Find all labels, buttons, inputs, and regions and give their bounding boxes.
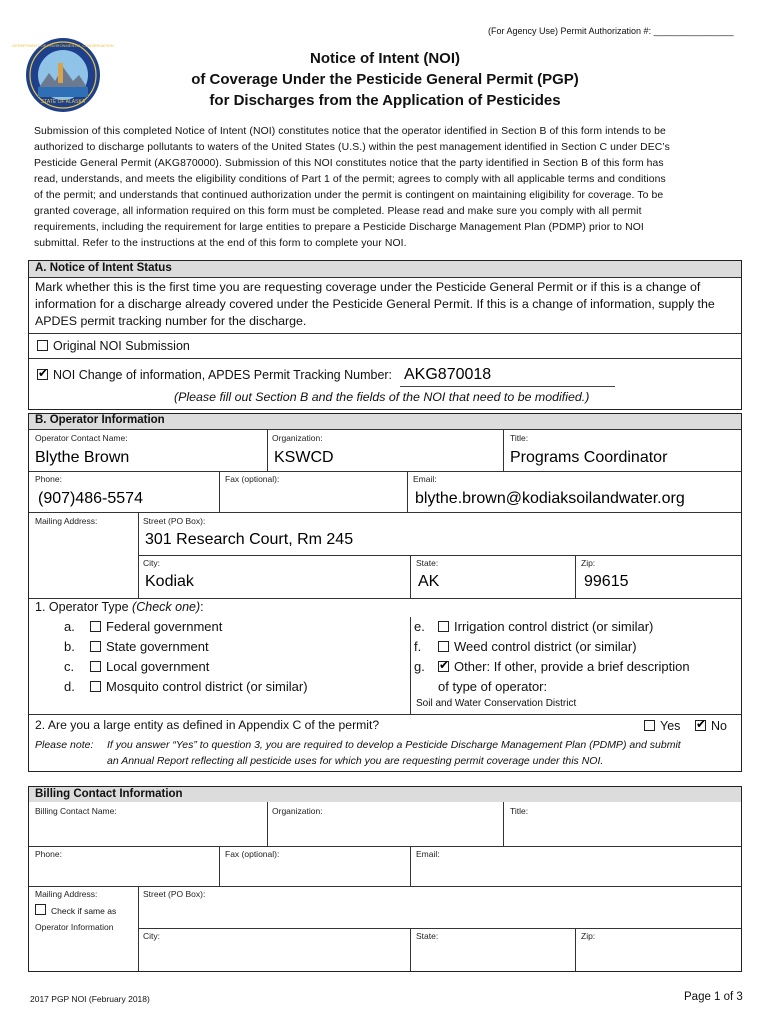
billing-box [28,786,742,972]
section-b-heading: B. Operator Information [35,414,165,426]
intro-paragraph: Submission of this completed Notice of Intent (NOI) constitutes notice that the operator identified in Section B of this form intends to be authorized to discharge pollutants to waters of the United States (U.S.) within the pest management identified in Section C under DEC’s Pesticide General Permit (AKG870000). Submission of this NOI constitutes notice that the party identified in Section B of this form has read, understands, and meets the eligibility conditions of Part 1 of the permit; agrees to comply with all applicable terms and conditions of the permit; and understands that continued authorization under the permit is contingent on maintaining eligibility for coverage. To be granted coverage, all information required on this form must be completed. Please read and make sure you comply with all permit requirements, including the requirement for large entities to prepare a Pesticide Discharge Management Plan (PDMP) prior to NOI submittal. Refer to the instructions at the end of this form to complete your NOI. [34,126,670,249]
billing-heading: Billing Contact Information [35,788,183,800]
operator-type-other[interactable]: g.✔ Other: If other, provide a brief description [414,659,690,674]
operator-type-mosquito[interactable]: d. Mosquito control district (or similar) [64,679,308,694]
billing-same-as-checkbox[interactable] [35,904,46,915]
large-entity-no[interactable]: ✔ No [695,719,727,733]
original-noi-option[interactable]: Original NOI Submission [37,339,190,353]
local-checkbox[interactable] [90,661,101,672]
footer-form-id: 2017 PGP NOI (February 2018) [30,994,150,1004]
tracking-number-field[interactable]: AKG870018 [404,366,492,383]
large-entity-yes-checkbox[interactable] [644,720,655,731]
section-a-instructions: Mark whether this is the first time you are requesting coverage under the Pesticide General Permit or if this is a change of information for a discharge already covered under the Pesticide General Permit. If this is a change of information, supply the APDES permit tracking number for the discharge. [35,280,715,328]
federal-checkbox[interactable] [90,621,101,632]
mosquito-checkbox[interactable] [90,681,101,692]
section-a-heading: A. Notice of Intent Status [35,262,172,274]
svg-text:STATE OF ALASKA: STATE OF ALASKA [40,99,86,105]
operator-type-weed[interactable]: f. Weed control district (or similar) [414,639,637,654]
other-line-2: of type of operator: [438,679,548,694]
weed-checkbox[interactable] [438,641,449,652]
operator-street-field[interactable]: 301 Research Court, Rm 245 [145,531,354,548]
billing-same-as-option[interactable]: Check if same as [35,904,116,916]
title-line-3: for Discharges from the Application of Pesticides [209,92,561,109]
operator-organization-field[interactable]: KSWCD [274,449,334,466]
large-entity-question: 2. Are you a large entity as defined in Appendix C of the permit? [35,718,380,732]
operator-zip-field[interactable]: 99615 [584,573,629,590]
operator-email-field[interactable]: blythe.brown@kodiaksoilandwater.org [415,490,685,507]
operator-city-field[interactable]: Kodiak [145,573,194,590]
operator-title-field[interactable]: Programs Coordinator [510,449,668,466]
title-line-1: Notice of Intent (NOI) [310,50,460,67]
section-a-note: (Please fill out Section B and the fields of the NOI that need to be modified.) [174,390,590,404]
operator-type-irrigation[interactable]: e. Irrigation control district (or similar) [414,619,654,634]
operator-type-question: 1. Operator Type (Check one): [35,600,204,614]
large-entity-no-checkbox[interactable] [695,720,706,731]
change-noi-checkbox[interactable] [37,369,48,380]
operator-type-local[interactable]: c. Local government [64,659,210,674]
change-noi-option[interactable]: ✔NOI Change of information, APDES Permit Tracking Number: [37,368,392,382]
large-entity-yes[interactable]: Yes [644,719,680,733]
irrigation-checkbox[interactable] [438,621,449,632]
svg-text:DEPARTMENT OF ENVIRONMENTAL CO: DEPARTMENT OF ENVIRONMENTAL CONSERVATION [12,43,114,48]
original-noi-checkbox[interactable] [37,340,48,351]
operator-phone-field[interactable]: (907)486-5574 [38,490,143,507]
other-description-field[interactable]: Soil and Water Conservation District [416,698,577,709]
state-checkbox[interactable] [90,641,101,652]
agency-use-line: (For Agency Use) Permit Authorization #: ________________ [488,26,734,36]
operator-state-field[interactable]: AK [418,573,440,590]
operator-type-state[interactable]: b. State government [64,639,209,654]
page-title [130,48,640,111]
operator-contact-name-field[interactable]: Blythe Brown [35,449,130,466]
operator-type-federal[interactable]: a. Federal government [64,619,223,634]
title-line-2: of Coverage Under the Pesticide General Permit (PGP) [191,71,579,88]
other-checkbox[interactable] [438,661,449,672]
large-entity-note: Please note: If you answer “Yes” to question 3, you are required to develop a Pesticide Discharge Management Plan (PDMP) and submit an Annual Report reflecting all pesticide uses for which you are requesting permit coverage under this NOI. [35,739,681,767]
dec-seal-logo [12,37,114,113]
footer-page-number: Page 1 of 3 [684,991,743,1003]
